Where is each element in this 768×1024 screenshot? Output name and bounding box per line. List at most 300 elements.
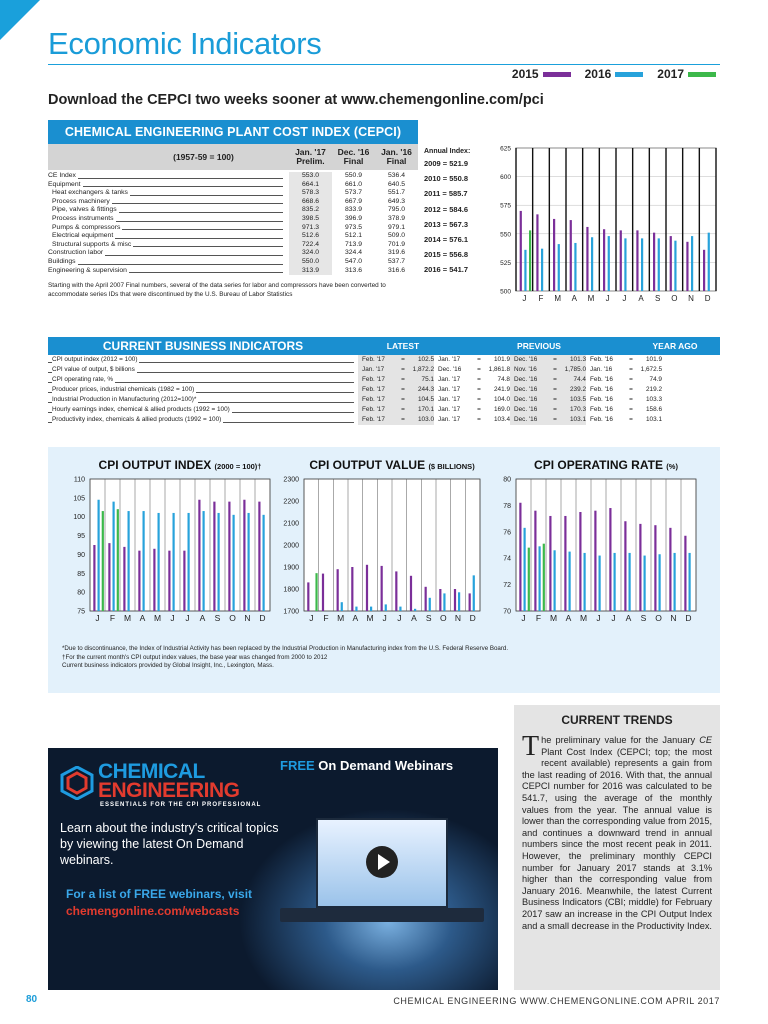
y-tick-label: 1800 — [283, 586, 299, 594]
cepci-value: 324.0 — [289, 249, 332, 258]
cepci-row-label: Construction labor — [48, 249, 289, 258]
legend-label: 2017 — [657, 67, 684, 81]
x-tick-label: J — [622, 294, 627, 303]
chart-title: CPI OUTPUT INDEX (2000 = 100)† — [98, 458, 262, 472]
x-tick-label: J — [521, 613, 526, 623]
x-tick-label: O — [655, 613, 662, 623]
cbi-cell: Jan. '17 = 169.0 — [438, 406, 510, 413]
cepci-value: 509.0 — [387, 232, 405, 240]
x-tick-label: A — [638, 294, 644, 303]
annual-item: 2011 = 585.7 — [424, 189, 468, 199]
x-tick-label: J — [382, 613, 387, 623]
cepci-row-label: Pipe, valves & fittings — [48, 206, 289, 215]
ad-free-rest: On Demand Webinars — [314, 758, 454, 773]
bar-2015 — [654, 525, 656, 611]
y-tick-label: 2300 — [283, 476, 299, 484]
bar-2016 — [188, 513, 190, 611]
cepci-value: 664.1 — [289, 181, 332, 190]
bar-2017 — [529, 230, 531, 291]
hexagon-logo-icon — [60, 766, 94, 800]
cbi-row — [48, 395, 720, 405]
x-tick-label: S — [214, 613, 221, 623]
bar-2015 — [258, 502, 260, 611]
download-line[interactable]: Download the CEPCI two weeks sooner at www.chemengonline.com/pci — [48, 92, 544, 108]
x-tick-label: S — [640, 613, 647, 623]
footer-text: CHEMICAL ENGINEERING WWW.CHEMENGONLINE.COM APRIL 2017 — [393, 996, 720, 1006]
bar-2015 — [639, 524, 641, 611]
y-tick-label: 1700 — [283, 608, 299, 616]
ad-headline — [280, 758, 453, 773]
bar-2016 — [443, 593, 445, 611]
x-tick-label: A — [139, 613, 146, 623]
bar-2015 — [337, 569, 339, 611]
bar-2016 — [414, 609, 416, 611]
bar-2015 — [594, 511, 596, 611]
corner-accent — [0, 0, 40, 40]
y-tick-label: 575 — [500, 202, 511, 210]
cepci-row — [48, 189, 418, 198]
ad-brand-tag: ESSENTIALS FOR THE CPI PROFESSIONAL — [100, 802, 262, 808]
bar-2015 — [670, 236, 672, 291]
chart-title: CPI OPERATING RATE (%) — [534, 458, 678, 472]
bar-2015 — [620, 230, 622, 291]
cepci-note: Starting with the April 2007 Final numbers, several of the data series for labor and compressors have been converted to accommodate series IDs that were discontinued by the U.S. Bureau of Labor Statistics — [48, 282, 386, 299]
cepci-value: 398.5 — [289, 215, 332, 224]
x-tick-label: O — [229, 613, 236, 623]
cepci-value: 701.9 — [387, 240, 405, 248]
bar-2015 — [684, 536, 686, 611]
legend-label: 2015 — [511, 67, 539, 81]
bar-2016 — [524, 250, 526, 291]
cepci-row — [48, 241, 418, 250]
cepci-value: 537.7 — [387, 257, 405, 265]
cbi-notes — [62, 645, 702, 671]
cbi-cell: Feb. '16 = 103.1 — [590, 416, 662, 423]
cbi-cell: Nov. '16 = 1,785.0 — [510, 365, 586, 375]
cbi-cell: Feb. '17 = 102.5 — [358, 355, 434, 365]
legend-swatch — [688, 72, 716, 77]
cbi-cell: Jan. '17 = 74.8 — [438, 376, 510, 383]
x-tick-label: J — [170, 613, 175, 623]
cepci-row — [48, 181, 418, 190]
bar-2015 — [703, 250, 705, 291]
cepci-row — [48, 232, 418, 241]
y-tick-label: 95 — [77, 533, 85, 541]
cepci-row-label: CE Index — [48, 172, 289, 181]
legend-2016 — [585, 67, 644, 81]
cbi-cell: Jan. '17 = 241.9 — [438, 386, 510, 393]
chart-group — [73, 458, 270, 623]
bar-2016 — [708, 233, 710, 291]
cepci-value: 640.5 — [387, 180, 405, 188]
bar-2016 — [263, 515, 265, 611]
cepci-title: CHEMICAL ENGINEERING PLANT COST INDEX (CEPCI) — [48, 120, 418, 144]
bar-2015 — [579, 512, 581, 611]
bar-2015 — [609, 508, 611, 611]
cepci-col-header: Jan. '16 Final — [381, 147, 412, 166]
annual-item: 2009 = 521.9 — [424, 159, 469, 168]
x-tick-label: O — [671, 294, 678, 303]
bar-2016 — [158, 513, 160, 611]
bar-2015 — [153, 549, 155, 611]
cepci-value: 512.6 — [289, 232, 332, 241]
y-tick-label: 550 — [500, 231, 511, 239]
legend-swatch — [615, 72, 643, 77]
cbi-cell: Jan. '17 = 104.0 — [438, 396, 510, 403]
bar-2015 — [439, 589, 441, 611]
current-trends — [514, 705, 720, 990]
y-tick-label: 90 — [77, 551, 85, 559]
cepci-row — [48, 206, 418, 215]
cepci-value: 553.0 — [289, 172, 332, 181]
bar-2015 — [198, 500, 200, 611]
bar-2016 — [624, 238, 626, 291]
cbi-cell: Dec. '16 = 239.2 — [510, 385, 586, 395]
cbi-col-yearago: YEAR AGO — [652, 341, 698, 351]
cbi-cell: Feb. '16 = 103.3 — [590, 396, 662, 403]
cbi-cell: Dec. '16 = 170.3 — [510, 405, 586, 415]
cbi-note: *Due to discontinuance, the Index of Industrial Activity has been replaced by the Industrial Production in Manufacturing index from the U.S. Federal Reserve Board. — [62, 645, 509, 652]
cbi-cell: Feb. '16 = 101.9 — [590, 356, 662, 363]
bar-2015 — [395, 571, 397, 611]
bar-2015 — [564, 516, 566, 611]
bar-2015 — [536, 214, 538, 291]
bar-2015 — [624, 521, 626, 611]
cbi-title: CURRENT BUSINESS INDICATORS — [102, 339, 304, 353]
x-tick-label: J — [596, 613, 601, 623]
bar-2015 — [213, 502, 215, 611]
legend-2017 — [657, 67, 716, 81]
cepci-value: 973.5 — [344, 223, 362, 231]
cbi-cell: Jan. '17 = 1,872.2 — [358, 365, 434, 375]
cbi-row-label: CPI output index (2012 = 100) — [48, 355, 358, 365]
y-tick-label: 76 — [503, 529, 511, 537]
bar-2016 — [233, 515, 235, 611]
cbi-cell: Feb. '17 = 244.3 — [358, 385, 434, 395]
bar-2015 — [469, 593, 471, 611]
cepci-value: 979.1 — [387, 223, 405, 231]
bar-2016 — [614, 553, 616, 611]
trends-text-em: CE — [699, 735, 712, 745]
y-tick-label: 75 — [77, 608, 85, 616]
cbi-row — [48, 385, 720, 395]
y-tick-label: 70 — [503, 608, 511, 616]
cbi-row — [48, 355, 720, 365]
x-tick-label: J — [522, 294, 527, 303]
cepci-row-label: Heat exchangers & tanks — [48, 189, 289, 198]
bar-2016 — [458, 592, 460, 611]
y-tick-label: 2200 — [283, 498, 299, 506]
y-tick-label: 105 — [73, 495, 85, 503]
bar-2015 — [653, 233, 655, 291]
bar-2016 — [524, 528, 526, 611]
bar-2016 — [674, 553, 676, 611]
x-tick-label: F — [535, 613, 542, 623]
y-tick-label: 85 — [77, 570, 85, 578]
cepci-value: 378.9 — [387, 214, 405, 222]
bar-2016 — [248, 513, 250, 611]
bar-2016 — [385, 604, 387, 611]
bar-2016 — [599, 556, 601, 611]
bar-2015 — [307, 582, 309, 611]
x-tick-label: N — [454, 613, 462, 623]
x-tick-label: J — [611, 613, 616, 623]
cbi-row — [48, 405, 720, 415]
x-tick-label: O — [440, 613, 447, 623]
bar-2015 — [603, 229, 605, 291]
page-title: Economic Indicators — [48, 26, 322, 61]
ad-brand-line1: CHEMICAL — [98, 760, 205, 783]
cepci-row — [48, 224, 418, 233]
y-tick-label: 100 — [73, 514, 85, 522]
bar-2016 — [608, 236, 610, 291]
chart-title: CPI OUTPUT VALUE ($ BILLIONS) — [309, 458, 475, 472]
y-tick-label: 80 — [77, 589, 85, 597]
bar-2016 — [591, 237, 593, 291]
cepci-rows — [48, 170, 418, 275]
y-tick-label: 110 — [73, 476, 85, 484]
bar-2016 — [429, 598, 431, 611]
bar-2015 — [410, 576, 412, 611]
cbi-row-label: Productivity index, chemicals & allied products (1992 = 100) — [48, 415, 358, 425]
cbi-note: Current business indicators provided by Global Insight, Inc., Lexington, Mass. — [62, 662, 274, 669]
x-tick-label: M — [554, 294, 562, 303]
bar-2015 — [636, 230, 638, 291]
cepci-col-header: Jan. '17 Prelim. — [295, 147, 326, 166]
cepci-row-label: Buildings — [48, 258, 289, 267]
x-tick-label: A — [565, 613, 572, 623]
bar-2016 — [689, 553, 691, 611]
bar-2016 — [173, 513, 175, 611]
bar-2016 — [569, 552, 571, 611]
bar-2016 — [541, 249, 543, 291]
x-tick-label: D — [469, 613, 476, 623]
bar-2016 — [554, 550, 556, 611]
bar-2016 — [143, 511, 145, 611]
cbi-cell: Feb. '16 = 219.2 — [590, 386, 662, 393]
x-tick-label: M — [123, 613, 132, 623]
cbi-cell: Jan. '17 = 103.4 — [438, 416, 510, 423]
bar-2016 — [641, 238, 643, 291]
title-rule — [48, 64, 720, 65]
bar-2015 — [570, 220, 572, 291]
bar-2016 — [355, 607, 357, 611]
year-legend — [512, 67, 716, 81]
x-tick-label: F — [323, 613, 329, 623]
cbi-col-previous: PREVIOUS — [517, 341, 561, 351]
cbi-rows — [48, 355, 720, 425]
bar-2015 — [454, 589, 456, 611]
bar-2017 — [528, 548, 530, 611]
cepci-value: 550.0 — [289, 258, 332, 267]
bar-2015 — [534, 511, 536, 611]
bar-2016 — [539, 546, 541, 611]
cbi-cell: Feb. '17 = 103.0 — [358, 415, 434, 425]
ad-free-word: FREE — [280, 758, 315, 773]
x-tick-label: A — [411, 613, 417, 623]
cbi-row-label: CPI operating rate, % — [48, 375, 358, 385]
cepci-col-header: Dec. '16 Final — [337, 147, 370, 166]
trends-dropcap: T — [522, 731, 540, 762]
legend-swatch — [543, 72, 571, 77]
cepci-value: 795.0 — [387, 206, 405, 214]
x-tick-label: F — [538, 294, 544, 303]
cepci-row — [48, 198, 418, 207]
y-tick-label: 500 — [500, 288, 511, 296]
cepci-value: 661.0 — [344, 180, 362, 188]
cepci-value: 536.4 — [387, 172, 405, 179]
legend-2015 — [512, 67, 571, 81]
y-tick-label: 78 — [503, 502, 511, 510]
bar-2015 — [366, 565, 368, 611]
cepci-table — [48, 120, 418, 299]
cepci-value: 551.7 — [387, 189, 405, 197]
cepci-value: 316.6 — [387, 266, 405, 274]
bar-2016 — [399, 607, 401, 611]
bar-2016 — [370, 607, 372, 611]
cepci-value: 547.0 — [344, 257, 362, 265]
bar-2016 — [218, 513, 220, 611]
play-icon — [366, 846, 398, 878]
cepci-row-label: Structural supports & misc — [48, 241, 289, 250]
x-tick-label: J — [397, 613, 402, 623]
bar-2017 — [117, 509, 119, 611]
bar-2016 — [691, 236, 693, 291]
y-tick-label: 600 — [500, 174, 511, 182]
cbi-row — [48, 415, 720, 425]
trends-text-pre: he preliminary value for the January — [541, 735, 700, 745]
cepci-row-label: Process instruments — [48, 215, 289, 224]
cbi-charts — [48, 447, 720, 637]
cepci-value: 668.6 — [289, 198, 332, 207]
cbi-row-label: Producer prices, industrial chemicals (1982 = 100) — [48, 385, 358, 395]
cepci-value: 573.7 — [344, 189, 362, 197]
cbi-cell: Feb. '16 = 74.9 — [590, 376, 662, 383]
bar-2016 — [584, 553, 586, 611]
cbi-cell: Feb. '16 = 158.6 — [590, 406, 662, 413]
bar-2015 — [381, 566, 383, 611]
trends-title: CURRENT TRENDS — [561, 713, 673, 727]
bar-2016 — [629, 553, 631, 611]
cepci-row — [48, 172, 418, 181]
x-tick-label: N — [670, 613, 677, 623]
bar-2015 — [549, 516, 551, 611]
bar-2016 — [128, 511, 130, 611]
annual-list — [424, 159, 486, 281]
x-tick-label: J — [95, 613, 100, 623]
x-tick-label: J — [309, 613, 314, 623]
trends-text-post: Plant Cost Index (CEPCI; top; the most recent available) represents a gain from the last reading of 2016. With that, the annual CEPCI number for 2016 was calculated to be 541.7, using the average of the monthly values from the year. The annual value is lower than the corresponding value from 2015, and continues a downward trend in annual numbers since the most recent peak in 2011. However, the preliminary monthly CEPCI number for January 2017 stands at 3.1% higher than the corresponding value from January 2016. Meanwhile, the latest Current Business Indicators (CBI; middle) for February 2017 saw an increase in the CPI Output Index and a small decrease in the Productivity Index. — [522, 746, 712, 931]
legend-label: 2016 — [584, 67, 612, 81]
x-tick-label: M — [579, 613, 588, 623]
bar-2015 — [243, 500, 245, 611]
x-tick-label: M — [549, 613, 558, 623]
cbi-cell: Feb. '17 = 75.1 — [358, 375, 434, 385]
cbi-cell: Dec. '16 = 103.5 — [510, 395, 586, 405]
bar-2016 — [658, 238, 660, 291]
chart-group — [500, 146, 716, 304]
cepci-value: 313.9 — [289, 267, 332, 276]
cepci-row-label: Electrical equipment — [48, 232, 289, 241]
cepci-value: 512.1 — [344, 232, 362, 240]
bar-2017 — [543, 544, 545, 611]
cepci-row-label: Process machinery — [48, 198, 289, 207]
laptop-base-image — [280, 908, 484, 922]
annual-header: Annual Index: — [424, 148, 471, 155]
cbi-row — [48, 375, 720, 385]
bar-2016 — [203, 511, 205, 611]
bar-2015 — [586, 227, 588, 291]
x-tick-label: M — [587, 294, 595, 303]
ad-cta-text: For a list of FREE webinars, visit — [66, 887, 253, 901]
cepci-row — [48, 267, 418, 276]
cepci-chart — [484, 140, 724, 310]
cbi-note: †For the current month's CPI output index values, the base year was changed from 2000 to 2012 — [62, 653, 328, 661]
annual-item: 2010 = 550.8 — [424, 174, 469, 184]
y-tick-label: 74 — [503, 555, 511, 563]
cbi-row-label: Industrial Production in Manufacturing (2012=100)* — [48, 395, 358, 405]
cepci-value: 971.3 — [289, 224, 332, 233]
cbi-cell: Dec. '16 = 1,861.8 — [438, 366, 510, 373]
chart-title-unit: (%) — [666, 462, 678, 471]
x-tick-label: M — [153, 613, 162, 623]
bar-2015 — [183, 551, 185, 611]
chart-title-unit: (2000 = 100)† — [214, 462, 262, 471]
ad-cta-link[interactable]: chemengonline.com/webcasts — [66, 904, 240, 918]
x-tick-label: J — [185, 613, 190, 623]
bar-2015 — [93, 545, 95, 611]
x-tick-label: D — [259, 613, 266, 623]
x-tick-label: M — [337, 613, 345, 623]
bar-2016 — [558, 244, 560, 291]
bar-2016 — [574, 243, 576, 291]
y-tick-label: 625 — [500, 145, 511, 153]
ad-body: Learn about the industry's critical topics by viewing the latest On Demand webinars. — [60, 821, 279, 867]
x-tick-label: S — [654, 294, 661, 303]
cepci-value: 578.3 — [289, 189, 332, 198]
bar-2015 — [425, 587, 427, 611]
bar-2015 — [228, 502, 230, 611]
x-tick-label: N — [688, 294, 694, 303]
bar-2015 — [519, 503, 521, 611]
cepci-value: 396.9 — [344, 214, 362, 222]
cepci-row-label: Pumps & compressors — [48, 224, 289, 233]
cepci-row — [48, 258, 418, 267]
x-tick-label: M — [366, 613, 374, 623]
cbi-cell: Feb. '17 = 104.5 — [358, 395, 434, 405]
bar-2016 — [644, 556, 646, 611]
cepci-header-band — [48, 144, 418, 170]
bar-2017 — [102, 511, 104, 611]
bar-2015 — [123, 547, 125, 611]
cepci-value: 313.6 — [344, 266, 362, 274]
bar-2016 — [659, 554, 661, 611]
cbi-header — [48, 337, 720, 355]
cepci-row-label: Equipment — [48, 181, 289, 190]
chart-group — [503, 458, 696, 623]
bar-2016 — [341, 602, 343, 611]
x-tick-label: A — [199, 613, 206, 623]
cepci-value: 833.9 — [344, 206, 362, 214]
cbi-cell: Jan. '16 = 1,672.5 — [590, 366, 662, 373]
x-tick-label: N — [244, 613, 251, 623]
chart-group — [283, 458, 480, 623]
cbi-col-latest: LATEST — [386, 341, 420, 351]
webinar-ad[interactable] — [48, 748, 498, 990]
cepci-value: 319.6 — [387, 249, 405, 257]
bar-2015 — [108, 543, 110, 611]
cepci-base: (1957-59 = 100) — [173, 152, 234, 162]
